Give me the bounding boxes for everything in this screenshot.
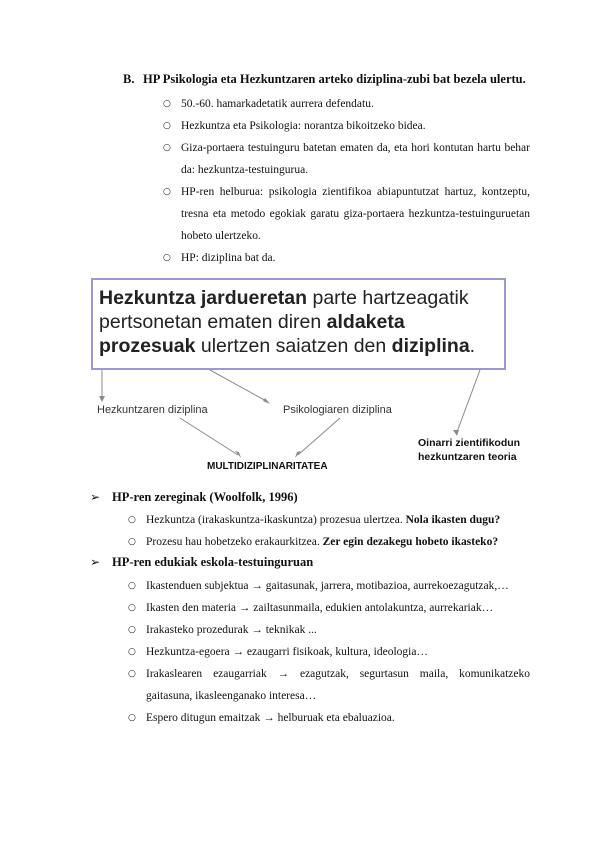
- definition-text-4: .: [469, 335, 476, 357]
- circle-bullet-icon: ○: [128, 625, 136, 635]
- label-hezkuntzaren-diziplina: Hezkuntzaren diziplina: [97, 404, 208, 416]
- label-psikologiaren-diziplina: Psikologiaren diziplina: [283, 404, 392, 416]
- label-oinarri-line-2: hezkuntzaren teoria: [418, 451, 517, 463]
- circle-bullet-icon: ○: [163, 187, 171, 197]
- list-item-text: Hezkuntza (irakaskuntza-ikaskuntza) prozesua ulertzea.: [146, 514, 406, 526]
- list-item-text: Hezkuntza-egoera → ezaugarri fisikoak, kultura, ideologia…: [146, 646, 428, 658]
- arrow-bullet-icon: ➢: [90, 555, 101, 569]
- circle-bullet-icon: ○: [163, 121, 171, 131]
- circle-bullet-icon: ○: [128, 581, 136, 591]
- list-item-text: Ikasten den materia → zailtasunmaila, edukien antolakuntza, aurrekariak…: [146, 602, 494, 614]
- list-item-text: 50.-60. hamarkadetatik aurrera defendatu.: [181, 98, 374, 110]
- list-item: [128, 663, 530, 707]
- circle-bullet-icon: ○: [128, 603, 136, 613]
- arrow-psikologia-to-multi: [298, 418, 340, 455]
- list-item: [128, 597, 530, 619]
- edukiak-title: HP-ren edukiak eskola-testuinguruan: [112, 555, 314, 569]
- label-multidiziplinaritatea: MULTIDIZIPLINARITATEA: [207, 461, 328, 472]
- definition-text-3: ulertzen saiatzen den: [195, 335, 392, 357]
- circle-bullet-icon: ○: [128, 537, 136, 547]
- list-item-text: Hezkuntza eta Psikologia: norantza bikoitzeko bidea.: [181, 120, 426, 132]
- section-b-title: HP Psikologia eta Hezkuntzaren arteko diziplina-zubi bat bezela ulertu.: [143, 72, 526, 86]
- list-item: [128, 619, 530, 641]
- edukiak-heading: [90, 555, 313, 570]
- circle-bullet-icon: ○: [163, 143, 171, 153]
- list-item-text: Irakasteko prozedurak → teknikak ...: [146, 624, 317, 636]
- list-item-text: Irakaslearen ezaugarriak → ezagutzak, segurtasun maila, komunikatzeko gaitasuna, ikasleenganako interesa…: [146, 668, 530, 702]
- definition-bold-2: aldaketa: [326, 311, 405, 333]
- zereginak-title: HP-ren zereginak (Woolfolk, 1996): [112, 490, 298, 504]
- arrow-to-teoria: [457, 370, 480, 432]
- section-b-letter: B.: [123, 72, 135, 86]
- list-item: [128, 707, 530, 729]
- list-item-question: Nola ikasten dugu?: [405, 514, 501, 526]
- list-item: [128, 641, 530, 663]
- list-item-question: Zer egin dezakegu hobeto ikasteko?: [322, 536, 499, 548]
- arrow-to-psikologia: [210, 370, 268, 402]
- zereginak-list: [128, 509, 530, 553]
- arrow-hezkuntza-to-multi: [180, 418, 238, 455]
- list-item-text: HP-ren helburua: psikologia zientifikoa abiapuntutzat hartuz, kontzeptu, tresna eta metodo egokiak garatu giza-portaera hezkuntza-testuinguruetan hobeto ulertzeko.: [181, 186, 530, 242]
- definition-bold-4: diziplina: [391, 335, 470, 357]
- definition-text-2: pertsonetan ematen diren: [99, 311, 327, 333]
- list-item: [128, 575, 530, 597]
- definition-text-1: parte hartzeagatik: [307, 287, 469, 309]
- list-item-text: Espero ditugun emaitzak → helburuak eta ebaluazioa.: [146, 712, 395, 724]
- label-oinarri: [418, 436, 520, 464]
- circle-bullet-icon: ○: [163, 253, 171, 263]
- label-oinarri-line-1: Oinarri zientifikodun: [418, 437, 521, 449]
- definition-bold-1: Hezkuntza jardueretan: [99, 287, 308, 309]
- list-item-text: HP: diziplina bat da.: [181, 252, 276, 264]
- circle-bullet-icon: ○: [128, 515, 136, 525]
- arrow-bullet-icon: ➢: [90, 490, 101, 504]
- circle-bullet-icon: ○: [128, 647, 136, 657]
- circle-bullet-icon: ○: [163, 99, 171, 109]
- zereginak-heading: [90, 490, 298, 505]
- list-item-text: Prozesu hau hobetzeko erakaurkitzea.: [146, 536, 323, 548]
- list-item: [128, 509, 530, 531]
- list-item-text: Giza-portaera testuinguru batetan ematen da, eta hori kontutan hartu behar da: hezkuntza-testuingurua.: [181, 142, 530, 176]
- edukiak-list: [128, 575, 530, 729]
- definition-bold-3: prozesuak: [99, 335, 196, 357]
- list-item-text: Ikastenduen subjektua → gaitasunak, jarrera, motibazioa, aurrekoezagutzak,…: [146, 580, 509, 592]
- circle-bullet-icon: ○: [128, 669, 136, 679]
- circle-bullet-icon: ○: [128, 713, 136, 723]
- list-item: [128, 531, 530, 553]
